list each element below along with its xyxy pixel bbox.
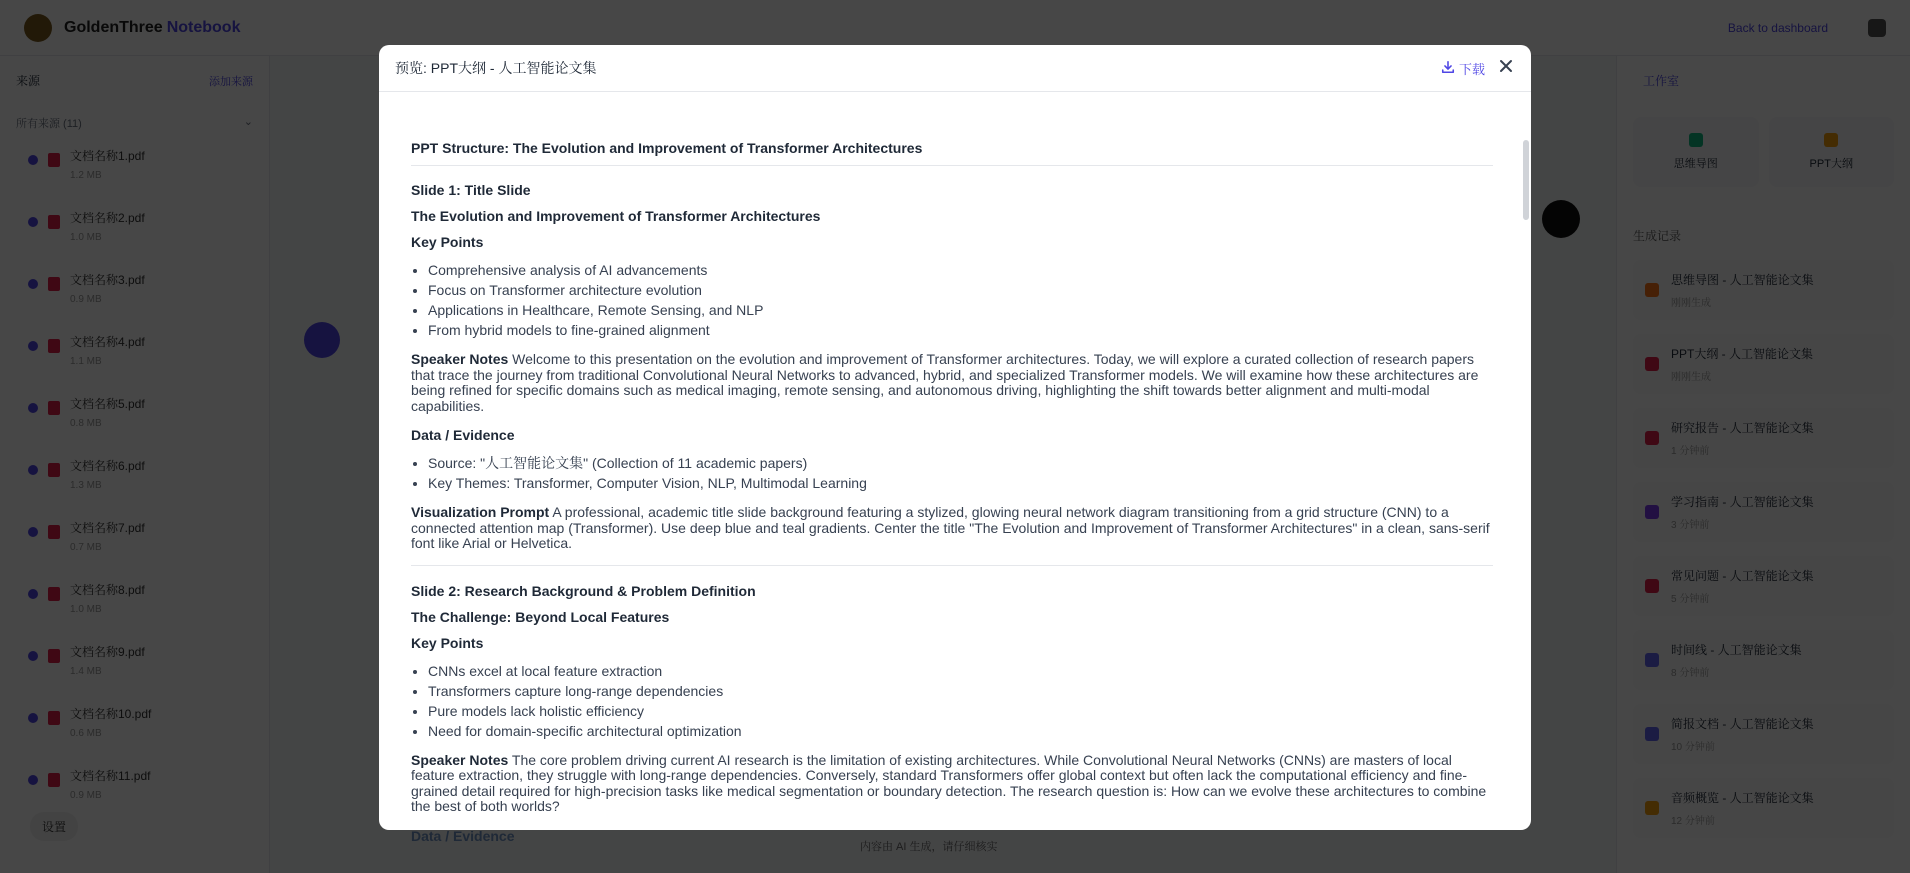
- modal-content[interactable]: [379, 92, 1531, 844]
- slide-section: [411, 182, 1493, 552]
- data-evidence-list: [428, 453, 1493, 493]
- slide-title: Slide 2: Research Background & Problem Definition: [411, 582, 756, 599]
- data-evidence-label: Data / Evidence: [411, 827, 515, 844]
- key-points-label: Key Points: [411, 634, 484, 651]
- slide-title: Slide 1: Title Slide: [411, 182, 531, 198]
- key-point: • Comprehensive analysis of AI advancements: [428, 260, 1493, 280]
- key-points-list: [428, 661, 1493, 741]
- key-point: • CNNs excel at local feature extraction: [428, 661, 1493, 681]
- key-point: • Pure models lack holistic efficiency: [428, 701, 1493, 721]
- evidence-item: • Key Themes: Transformer, Computer Vision, NLP, Multimodal Learning: [428, 473, 1493, 493]
- modal-header: [379, 45, 1531, 92]
- evidence-item: • Source: "人工智能论文集" (Collection of 11 academic papers): [428, 453, 1493, 473]
- key-point: • Applications in Healthcare, Remote Sensing, and NLP: [428, 300, 1493, 320]
- key-point: • From hybrid models to fine-grained alignment: [428, 320, 1493, 340]
- key-points-label: Key Points: [411, 234, 484, 250]
- document-title: PPT Structure: The Evolution and Improvement of Transformer Architectures: [411, 140, 1493, 166]
- download-label: 下载: [1458, 61, 1485, 77]
- speaker-notes: Speaker Notes Welcome to this presentation on the evolution and improvement of Transformer architectures. Today, we will explore a curated collection of research papers that trace the journey from traditional Convolutional Neural Networks to advanced, hybrid, and specialized Transformer models. We will examine how these architectures are being refined for specific domains such as medical imaging, remote sensing, and autonomous driving, highlighting the shift towards better alignment and multi-modal capabilities.: [411, 351, 1479, 414]
- slide-divider: [411, 565, 1493, 566]
- slide-subtitle: The Challenge: Beyond Local Features: [411, 608, 670, 625]
- download-icon: [1441, 60, 1455, 77]
- slide-subtitle: The Evolution and Improvement of Transformer Architectures: [411, 208, 821, 224]
- close-icon: [1499, 59, 1513, 78]
- key-point: • Transformers capture long-range dependencies: [428, 681, 1493, 701]
- key-point: • Focus on Transformer architecture evolution: [428, 280, 1493, 300]
- key-points-list: [428, 260, 1493, 340]
- visualization-prompt: Visualization Prompt A professional, academic title slide background featuring a stylized, glowing neural network diagram transitioning from a grid structure (CNN) to a connected attention map (Transformer). Use deep blue and teal gradients. Center the title "The Evolution and Improvement of Transformer Architectures" in a clean, sans-serif font like Arial or Helvetica.: [411, 504, 1490, 551]
- modal-title: 预览: PPT大纲 - 人工智能论文集: [395, 60, 597, 76]
- close-button[interactable]: [1497, 59, 1515, 77]
- data-evidence-label: Data / Evidence: [411, 427, 515, 443]
- preview-modal: [379, 45, 1531, 844]
- speaker-notes: Speaker Notes The core problem driving current AI research is the limitation of existing architectures. While Convolutional Neural Networks (CNNs) are masters of local feature extraction, they struggle with long-range dependencies. Conversely, standard Transformers offer global context but often lack the computational efficiency and fine-grained detail required for high-precision tasks like medical segmentation or boundary detection. The research question is: How can we evolve these architectures to combine the best of both worlds?: [411, 751, 1487, 814]
- download-button[interactable]: [1441, 59, 1485, 78]
- scrollbar-thumb[interactable]: [1523, 140, 1529, 220]
- slide-section: [411, 583, 1493, 844]
- key-point: • Need for domain-specific architectural optimization: [428, 721, 1493, 741]
